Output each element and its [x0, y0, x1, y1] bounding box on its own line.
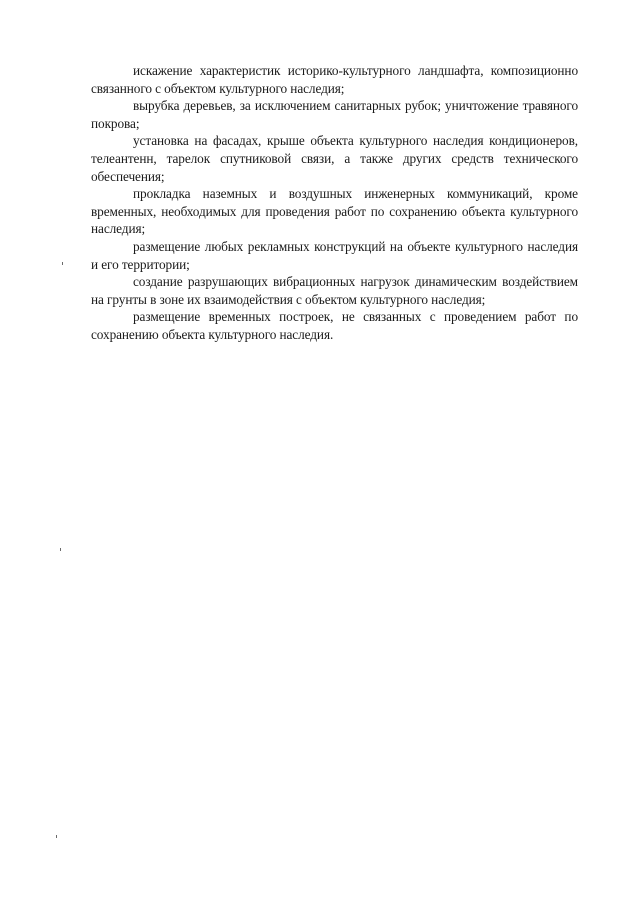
paragraph-temporary-buildings: размещение временных построек, не связанных с проведением работ по сохранению объекта культурного наследия.	[91, 309, 578, 342]
document-body	[91, 62, 578, 344]
paragraph-vibration-loads: создание разрушающих вибрационных нагрузок динамическим воздействием на грунты в зоне их взаимодействия с объектом культурного наследия;	[91, 274, 578, 307]
paragraph-landscape-distortion: искажение характеристик историко-культурного ландшафта, композиционно связанного с объектом культурного наследия;	[91, 63, 578, 96]
paragraph-utility-lines: прокладка наземных и воздушных инженерных коммуникаций, кроме временных, необходимых для проведения работ по сохранению объекта культурного наследия;	[91, 186, 578, 237]
scan-speck	[62, 262, 63, 265]
scan-speck	[56, 835, 57, 838]
paragraph-advertising: размещение любых рекламных конструкций на объекте культурного наследия и его территории;	[91, 238, 578, 272]
paragraph-tree-felling: вырубка деревьев, за исключением санитарных рубок; уничтожение травяного покрова;	[91, 98, 578, 131]
paragraph-facade-equipment: установка на фасадах, крыше объекта культурного наследия кондиционеров, телеантенн, тарелок спутниковой связи, а также других средств технического обеспечения;	[91, 133, 578, 184]
scan-speck	[60, 548, 61, 551]
